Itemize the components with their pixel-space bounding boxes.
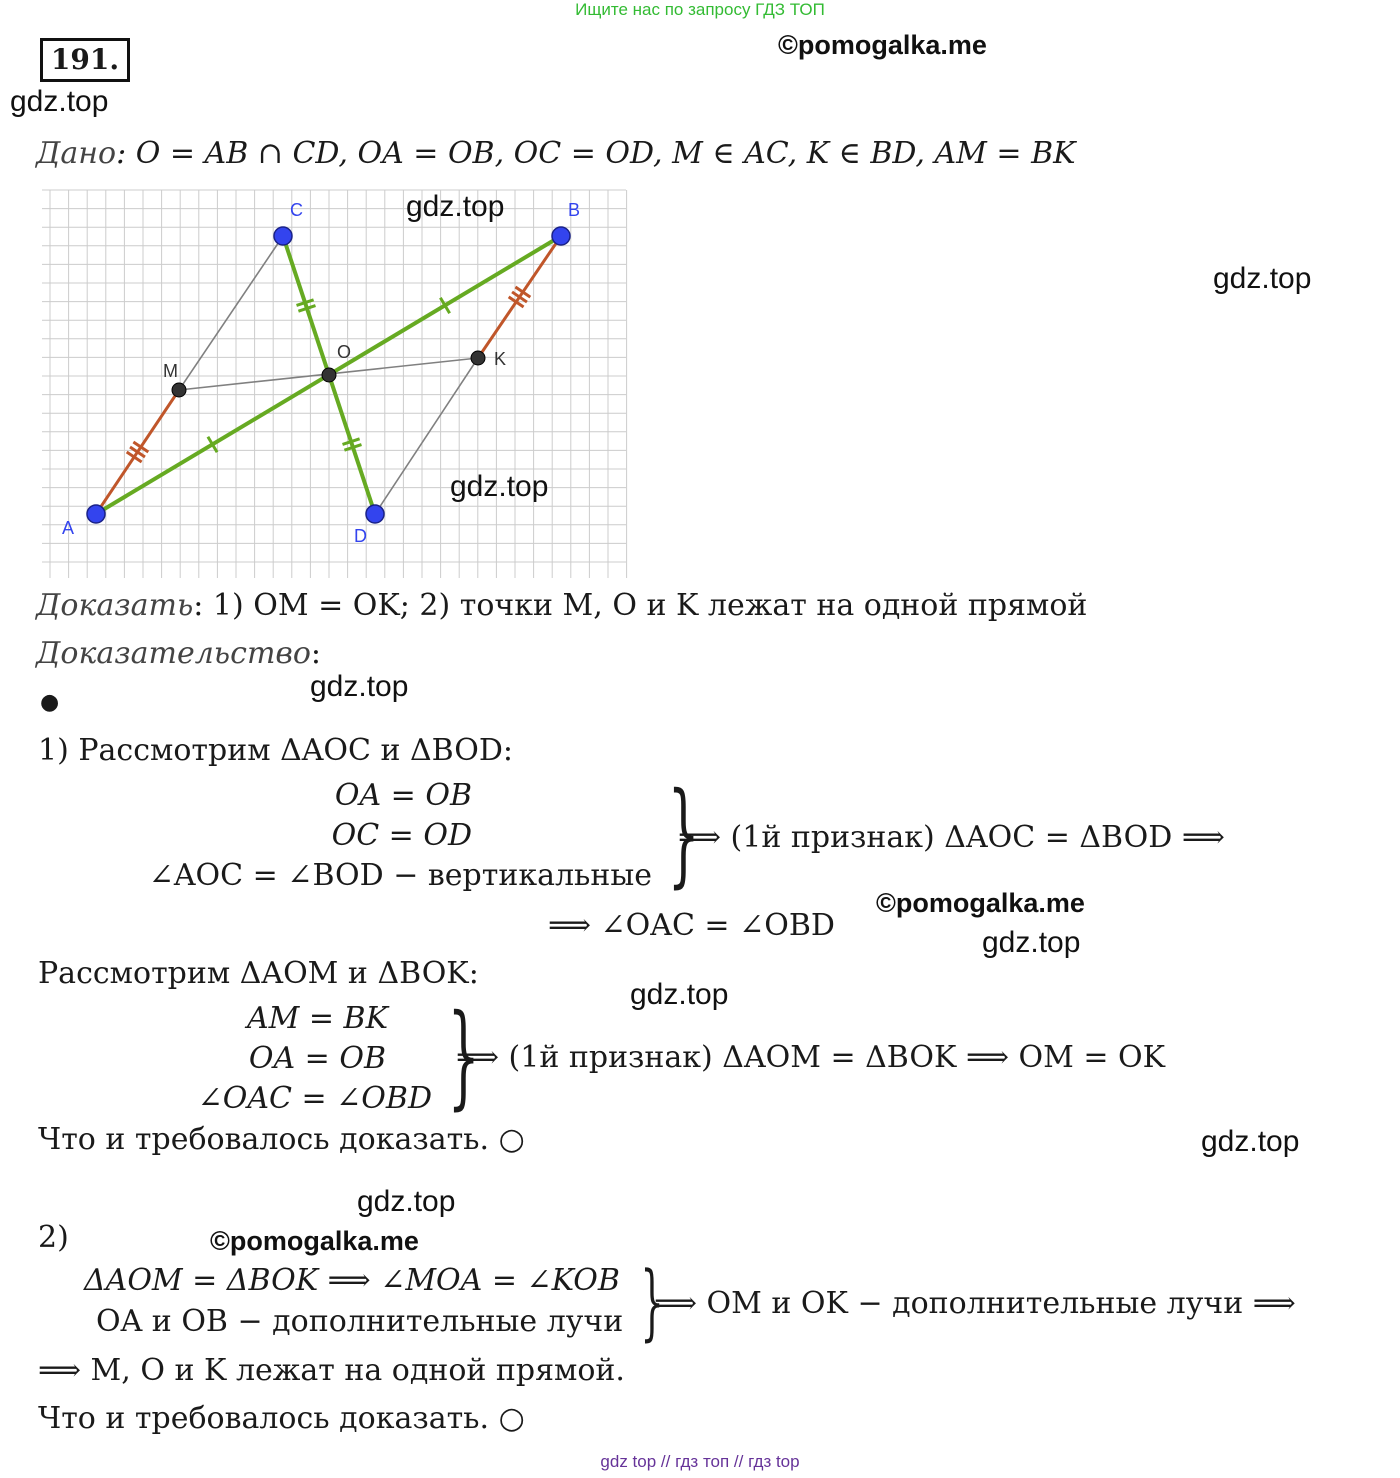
given-text: : O = AB ∩ CD, OA = OB, OC = OD, M ∈ AC, K ∈ BD, AM = BK: [116, 136, 1076, 171]
part1-brace: }: [667, 769, 700, 899]
geometry-figure: [0, 180, 640, 580]
point-o: [322, 368, 336, 382]
proof-colon: :: [310, 636, 322, 671]
point-b: [552, 227, 570, 245]
part2-cond1: ΔAOM = ΔBOK ⟹ ∠MOA = ∠KOB: [84, 1263, 620, 1298]
part2-cond2: OA и OB − дополнительные лучи: [96, 1304, 624, 1339]
part2-brace: }: [640, 1255, 664, 1350]
watermark: gdz.top: [357, 1185, 456, 1218]
part1-qed: Что и требовалось доказать. ○: [38, 1122, 525, 1157]
label-b: B: [568, 200, 581, 220]
proof-heading: [36, 636, 321, 671]
part2-conclusion: ⟹ OM и OK − дополнительные лучи ⟹: [654, 1286, 1296, 1321]
part1-conclusion2: ⟹ (1й признак) ΔAOM = ΔBOK ⟹ OM = OK: [456, 1040, 1166, 1075]
watermark: gdz.top: [1201, 1125, 1300, 1158]
given-label: Дано: [36, 136, 117, 171]
part1-cond3: ∠AOC = ∠BOD − вертикальные: [148, 858, 652, 893]
watermark: gdz.top: [1213, 262, 1312, 295]
point-c: [274, 227, 292, 245]
part1-conclusion: ⟹ (1й признак) ΔAOC = ΔBOD ⟹: [678, 820, 1225, 855]
problem-number: 191.: [40, 38, 130, 82]
part2-qed: Что и требовалось доказать. ○: [38, 1401, 525, 1436]
prove-label: Доказать: [36, 588, 194, 623]
label-d: D: [354, 526, 367, 546]
part1-cond4: AM = BK: [246, 1001, 388, 1036]
watermark: gdz.top: [630, 978, 729, 1011]
part1-cond6: ∠OAC = ∠OBD: [197, 1081, 432, 1116]
bullet: ●: [40, 690, 60, 715]
segment-c-m: [179, 236, 283, 390]
point-k: [471, 351, 485, 365]
top-banner[interactable]: Ищите нас по запросу ГДЗ ТОП: [575, 0, 825, 19]
part2-result: ⟹ M, O и K лежат на одной прямой.: [38, 1353, 625, 1388]
proof-label: Доказательство: [36, 636, 311, 671]
label-a: A: [62, 518, 75, 538]
part2-label: 2): [38, 1220, 69, 1255]
part1-brace2: }: [447, 991, 480, 1121]
label-k: K: [494, 349, 507, 369]
watermark: gdz.top: [982, 926, 1081, 959]
part1-cond5: OA = OB: [248, 1041, 386, 1076]
prove-line: [36, 588, 1087, 623]
watermark: gdz.top: [450, 470, 549, 503]
label-o: O: [337, 342, 352, 362]
watermark: gdz.top: [310, 670, 409, 703]
point-a: [87, 505, 105, 523]
label-c: C: [290, 200, 303, 220]
copyright-top: ©pomogalka.me: [778, 30, 987, 60]
part1-result: ⟹ ∠OAC = ∠OBD: [548, 908, 835, 943]
point-d: [366, 505, 384, 523]
copyright-mid: ©pomogalka.me: [876, 888, 1085, 918]
part1-cond2: OC = OD: [331, 818, 472, 853]
part1-intro: 1) Рассмотрим ΔAOC и ΔBOD:: [38, 733, 514, 768]
watermark: gdz.top: [406, 190, 505, 223]
prove-text: : 1) OM = OK; 2) точки M, O и K лежат на одной прямой: [193, 588, 1088, 623]
watermark: gdz.top: [10, 85, 109, 118]
given-line: [36, 136, 1076, 171]
point-m: [172, 383, 186, 397]
part1-cond1: OA = OB: [334, 778, 472, 813]
copyright-bottom: ©pomogalka.me: [210, 1226, 419, 1256]
label-m: M: [163, 361, 178, 381]
footer-links[interactable]: gdz top // гдз топ // гдз top: [600, 1452, 800, 1471]
part1-intro2: Рассмотрим ΔAOM и ΔBOK:: [38, 956, 479, 991]
